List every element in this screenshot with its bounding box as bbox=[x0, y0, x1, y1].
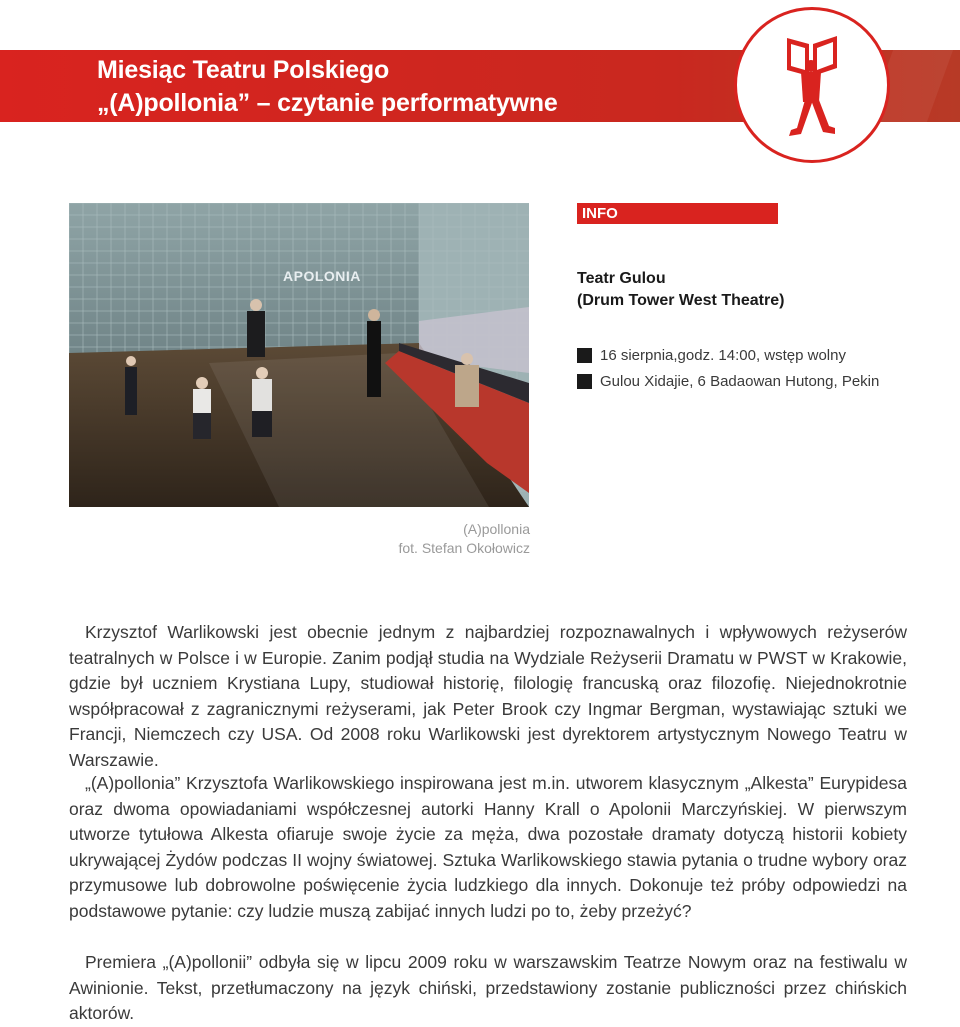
venue-name bbox=[577, 268, 784, 312]
square-bullet-icon bbox=[577, 348, 592, 363]
square-bullet-icon bbox=[577, 374, 592, 389]
photo-caption bbox=[300, 520, 530, 558]
venue-line-1: Teatr Gulou bbox=[577, 270, 666, 287]
photo-caption-title: (A)pollonia bbox=[463, 521, 530, 537]
page-subtitle: „(A)pollonia” – czytanie performatywne bbox=[97, 89, 558, 117]
event-date bbox=[577, 347, 846, 364]
performance-photo bbox=[69, 203, 529, 507]
logo bbox=[734, 7, 890, 163]
event-address-text: Gulou Xidajie, 6 Badaowan Hutong, Pekin bbox=[600, 373, 880, 390]
photo-wall-text: APOLONIA bbox=[283, 268, 361, 284]
event-address bbox=[577, 373, 879, 390]
body-paragraph-2: „(A)pollonia” Krzysztofa Warlikowskiego inspirowana jest m.in. utworem klasycznym „Alkesta” Eurypidesa oraz dwoma opowiadaniami współczesnej autorki Hanny Krall o Apolonii Marczyńskiej. W pierwszym utworze tytułowa Alkesta ofiaruje swoje życie za męża, dwa pozostałe dramaty dotyczą historii kobiety ukrywającej Żydów podczas II wojny światowej. Sztuka Warlikowskiego stawia pytania o trudne wybory oraz przymusowe lub dobrowolne poświęcenie życia ludzkiego dla innych. Dokonuje też próby odpowiedzi na podstawowe pytanie: czy ludzie muszą zabijać innych ludzi po to, żeby przeżyć? bbox=[69, 773, 907, 921]
page-title: Miesiąc Teatru Polskiego bbox=[97, 56, 390, 84]
body-paragraph-1: Krzysztof Warlikowski jest obecnie jednym z najbardziej rozpoznawalnych i wpływowych reżyserów teatralnych w Polsce i w Europie. Zanim podjął studia na Wydziale Reżyserii Dramatu w PWST w Krakowie, gdzie był uczniem Krystiana Lupy, studiował historię, filologię francuską oraz filozofię. Niejednokrotnie współpracował z zagranicznymi reżyserami, jak Peter Brook czy Ingmar Bergman, wystawiając sztuki we Francji, Niemczech czy USA. Od 2008 roku Warlikowski jest dyrektorem artystycznym Nowego Teatru w Warszawie. bbox=[69, 622, 907, 770]
venue-line-2: (Drum Tower West Theatre) bbox=[577, 292, 785, 309]
info-heading: INFO bbox=[577, 203, 778, 224]
photo-caption-credit: fot. Stefan Okołowicz bbox=[398, 540, 530, 556]
book-reader-figure-icon bbox=[737, 10, 887, 160]
body-paragraph-3: Premiera „(A)pollonii” odbyła się w lipcu 2009 roku w warszawskim Teatrze Nowym oraz na festiwalu w Awinionie. Tekst, przetłumaczony na język chiński, przedstawiony zostanie publiczności przez chińskich aktorów. bbox=[69, 952, 907, 1023]
event-date-text: 16 sierpnia,godz. 14:00, wstęp wolny bbox=[600, 347, 846, 364]
